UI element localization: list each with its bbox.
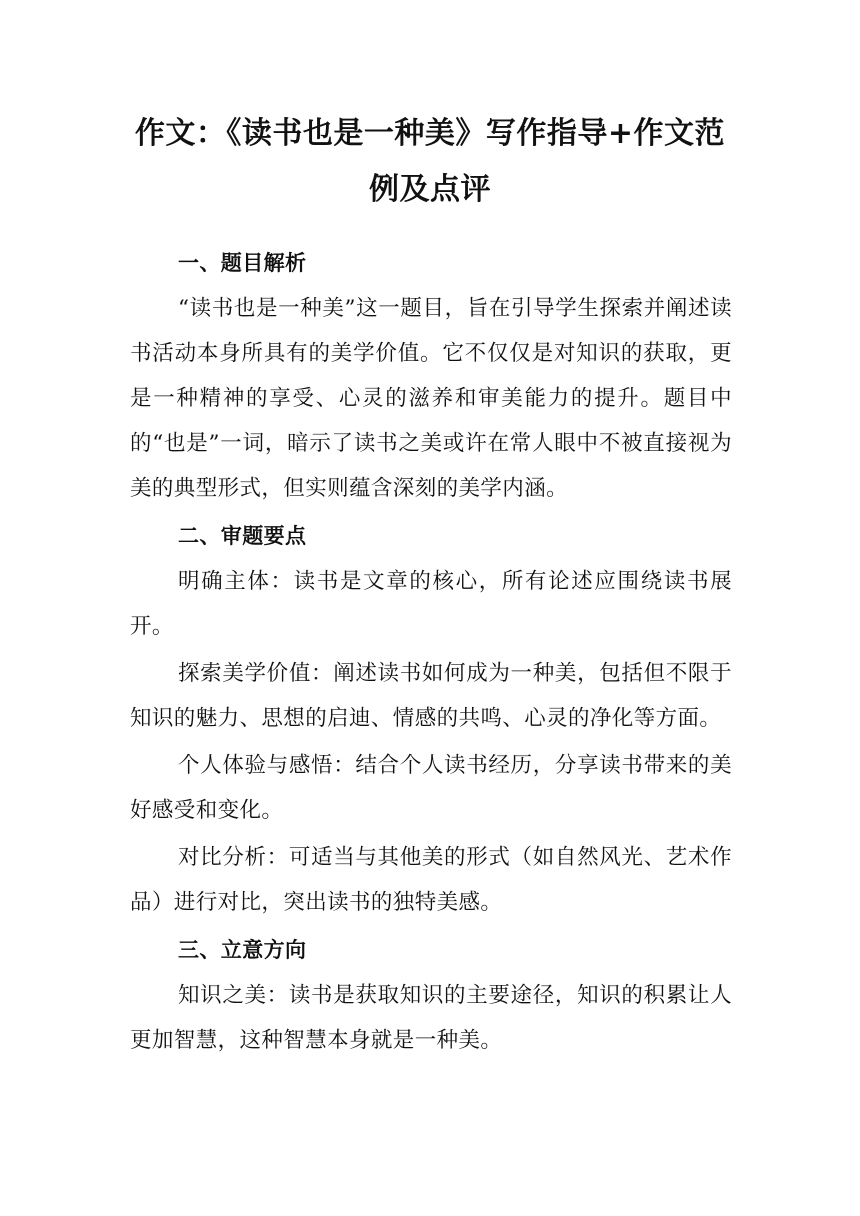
paragraph: 探索美学价值：阐述读书如何成为一种美，包括但不限于知识的魅力、思想的启迪、情感的共鸣、心灵的净化等方面。 [130,661,732,731]
paragraph: 对比分析：可适当与其他美的形式（如自然风光、艺术作品）进行对比，突出读书的独特美感。 [130,845,732,915]
paragraph: 个人体验与感悟：结合个人读书经历，分享读书带来的美好感受和变化。 [130,753,732,823]
paragraph: “读书也是一种美”这一题目，旨在引导学生探索并阐述读书活动本身所具有的美学价值。它不仅仅是对知识的获取，更是一种精神的享受、心灵的滋养和审美能力的提升。题目中的“也是”一词，暗示了读书之美或许在常人眼中不被直接视为美的典型形式，但实则蕴含深刻的美学内涵。 [130,296,732,501]
document-body [130,240,732,1065]
section-heading-theme-direction: 三、立意方向 [178,938,307,962]
section-heading-key-points: 二、审题要点 [178,524,307,548]
document-title: 作文：《读书也是一种美》写作指导+作文范例及点评 [134,116,726,207]
paragraph: 明确主体：读书是文章的核心，所有论述应围绕读书展开。 [130,569,732,639]
paragraph: 知识之美：读书是获取知识的主要途径，知识的积累让人更加智慧，这种智慧本身就是一种美。 [130,983,732,1053]
section-heading-analysis: 一、题目解析 [178,251,307,275]
